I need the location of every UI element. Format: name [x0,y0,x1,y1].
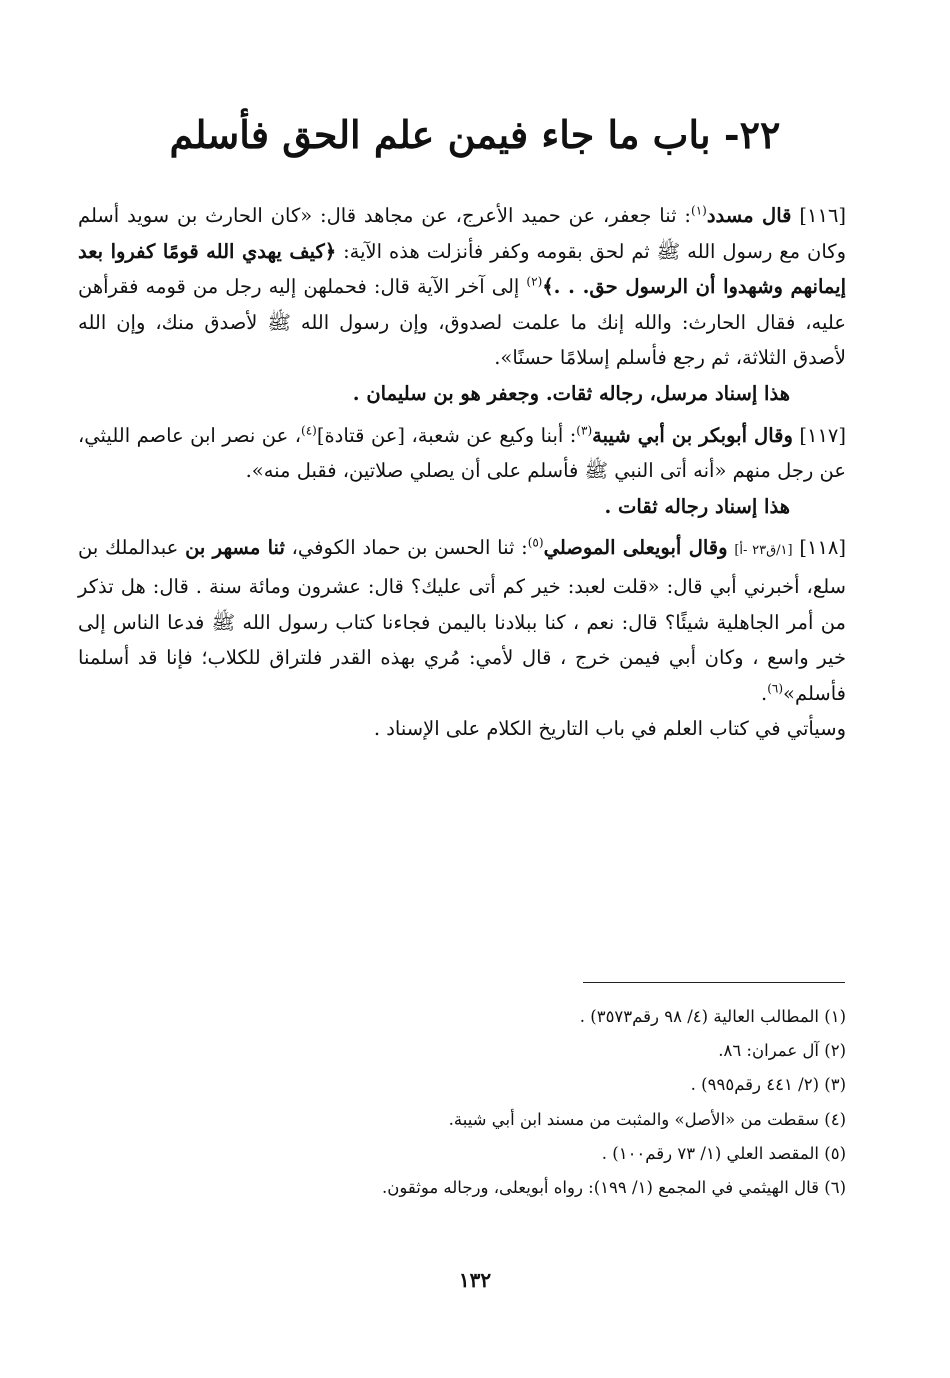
footnote-ref: (٢) [526,274,543,289]
footnote-ref: (١) [691,203,707,218]
hadith-text: : أبنا وكيع عن شعبة، [عن قتادة] [316,423,577,447]
hadith-number: [١١٦] [799,204,847,227]
manuscript-ref: [١/ق٢٣ -أ] [734,543,793,559]
footnote-ref: (٦) [767,681,784,696]
footnote-divider [583,982,845,983]
hadith-text: عبدالملك بن سلع، أخبرني أبي قال: «قلت لعبد: خير كم أتى عليك؟ قال: عشرون ومائة سنة . قال: هل تذكر من أمر الجاهلية شيئًا؟ قال: نعم ، كنا ببلادنا باليمن فجاءنا كتاب رسول الله ﷺ فدعا الناس إلى خير واسع ، وكان أبي فيمن خرج ، قال لأمي: مُري بهذه القدر فلتراق للكلاب؛ فإنا قد أسلمنا فأسلم» [78,536,846,705]
footnote-ref: (٤) [301,423,317,438]
hadith-number: [١١٨] [799,536,846,560]
hadith-text: ، عن نصر ابن عاصم الليثي، عن رجل منهم «أنه أتى النبي ﷺ فأسلم على أن يصلي صلاتين، فقبل منه». [78,423,846,483]
footnote: (٦) قال الهيثمي في المجمع (١/ ١٩٩): رواه أبويعلى، ورجاله موثقون. [382,1178,846,1198]
narrator: وقال أبوبكر بن أبي شيبة [592,423,793,447]
narrator: قال مسدد [706,204,792,227]
hadith-text: . [761,681,768,705]
hadith-116 [78,198,846,376]
footnotes [200,1000,846,1205]
isnad-comment: هذا إسناد مرسل، رجاله ثقات. وجعفر هو بن سليمان . [352,381,790,405]
page-number: ١٣٢ [458,1268,492,1292]
hadith-118 [78,530,846,711]
hadith-text: إلى آخر الآية قال: فحملهن إليه رجل من قومه فقرأهن عليه، فقال الحارث: والله إنك ما علمت لصدوق، وإن رسول الله ﷺ لأصدق منك، وإن الله لأصدق الثلاثة، ثم رجع فأسلم إسلامًا حسنًا». [78,275,846,370]
footnote: (٥) المقصد العلي (١/ ٧٣ رقم١٠٠) . [601,1143,846,1163]
hadith-number: [١١٧] [799,423,846,447]
cross-reference: وسيأتي في كتاب العلم في باب التاريخ الكلام على الإسناد . [373,717,846,741]
quran-quote: ﴿كيف يهدي الله قومًا كفروا بعد إيمانهم وشهدوا أن الرسول حق. . .﴾ [78,239,847,299]
footnote: (٤) سقطت من «الأصل» والمثبت من مسند ابن أبي شيبة. [448,1109,846,1129]
footnote-ref: (٥) [527,535,544,550]
footnote: (١) المطالب العالية (٤/ ٩٨ رقم٣٥٧٣) . [579,1007,846,1026]
footnote: (٣) (٢/ ٤٤١ رقم٩٩٥) . [690,1075,846,1095]
hadith-text: : ثنا جعفر، عن حميد الأعرج، عن مجاهد قال: «كان الحارث بن سويد أسلم وكان مع رسول الله ﷺ ثم لحق بقومه وكفر فأنزلت هذه الآية: [78,204,847,263]
main-text [78,198,846,747]
footnote: (٢) آل عمران: ٨٦. [718,1041,846,1061]
chapter-title: ٢٢- باب ما جاء فيمن علم الحق فأسلم [169,112,781,157]
isnad-comment: هذا إسناد رجاله ثقات . [604,494,790,518]
narrator: وقال أبويعلى الموصلي [543,536,728,560]
hadith-117 [78,418,846,489]
hadith-text: : ثنا الحسن بن حماد الكوفي، [284,536,528,560]
footnote-ref: (٣) [576,423,593,438]
narrator-chain: ثنا مسهر بن [185,536,285,560]
